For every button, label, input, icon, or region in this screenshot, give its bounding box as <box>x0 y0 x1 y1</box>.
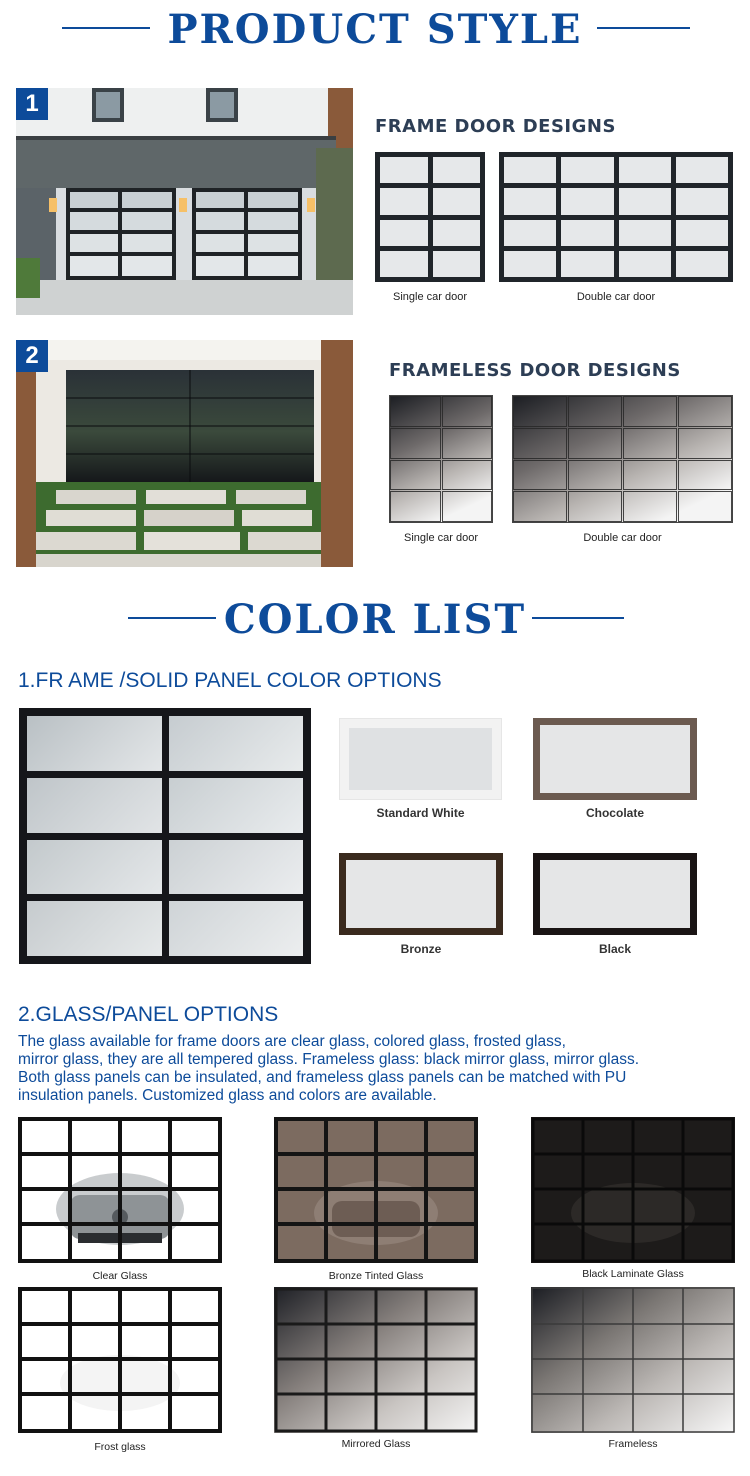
color-list-title: COLOR LIST <box>223 596 527 643</box>
frameless-double-label: Double car door <box>583 532 662 544</box>
glass-label-frameless: Frameless <box>608 1438 658 1450</box>
title-rule-right <box>597 27 690 29</box>
frame-designs-title: FRAME DOOR DESIGNS <box>375 116 616 137</box>
glass-label-bronze-tinted: Bronze Tinted Glass <box>328 1270 424 1282</box>
swatch-label-black: Black <box>598 942 632 956</box>
glass-options-line-1: The glass available for frame doors are clear glass, colored glass, frosted glass, <box>18 1033 566 1050</box>
glass-clear-tile <box>18 1117 222 1263</box>
frameless-single-door-diagram <box>389 395 493 523</box>
frame-single-label: Single car door <box>393 291 467 303</box>
product-style-title: PRODUCT STYLE <box>167 6 583 53</box>
frameless-single-label: Single car door <box>404 532 478 544</box>
glass-black-laminate-tile <box>531 1117 735 1263</box>
swatch-black <box>533 853 697 935</box>
glass-mirrored-tile <box>274 1287 478 1433</box>
glass-frameless-tile <box>531 1287 735 1433</box>
glass-options-line-3: Both glass panels can be insulated, and frameless glass panels can be matched with PU <box>18 1069 627 1086</box>
swatch-chocolate <box>533 718 697 800</box>
swatch-label-chocolate: Chocolate <box>585 806 644 820</box>
glass-frost-tile <box>18 1287 222 1433</box>
swatch-label-standard-white: Standard White <box>376 806 465 820</box>
frame-single-door-diagram <box>375 152 485 282</box>
frameless-designs-title: FRAMELESS DOOR DESIGNS <box>389 360 681 381</box>
glass-label-clear: Clear Glass <box>92 1270 148 1282</box>
glass-options-line-4: insulation panels. Customized glass and colors are available. <box>18 1087 437 1104</box>
style-badge-1: 1 <box>16 88 48 120</box>
style-badge-2: 2 <box>16 340 48 372</box>
color-rule-right <box>532 617 624 619</box>
frame-color-options-title: 1.FR AME /SOLID PANEL COLOR OPTIONS <box>18 669 442 692</box>
swatch-standard-white <box>339 718 502 800</box>
framed-garage-photo <box>16 88 353 315</box>
frame-double-label: Double car door <box>576 291 656 303</box>
glass-options-title: 2.GLASS/PANEL OPTIONS <box>18 1003 279 1026</box>
frame-color-sample-door <box>19 708 311 964</box>
glass-label-black-laminate: Black Laminate Glass <box>582 1268 684 1280</box>
frame-double-door-diagram <box>499 152 733 282</box>
swatch-bronze <box>339 853 503 935</box>
frameless-garage-photo <box>16 340 353 567</box>
glass-options-line-2: mirror glass, they are all tempered glass. Frameless glass: black mirror glass, mirror glass. <box>18 1051 640 1068</box>
glass-label-mirrored: Mirrored Glass <box>341 1438 411 1450</box>
swatch-label-bronze: Bronze <box>400 942 442 956</box>
frameless-double-door-diagram <box>512 395 733 523</box>
glass-bronze-tinted-tile <box>274 1117 478 1263</box>
glass-label-frost: Frost glass <box>94 1441 146 1453</box>
